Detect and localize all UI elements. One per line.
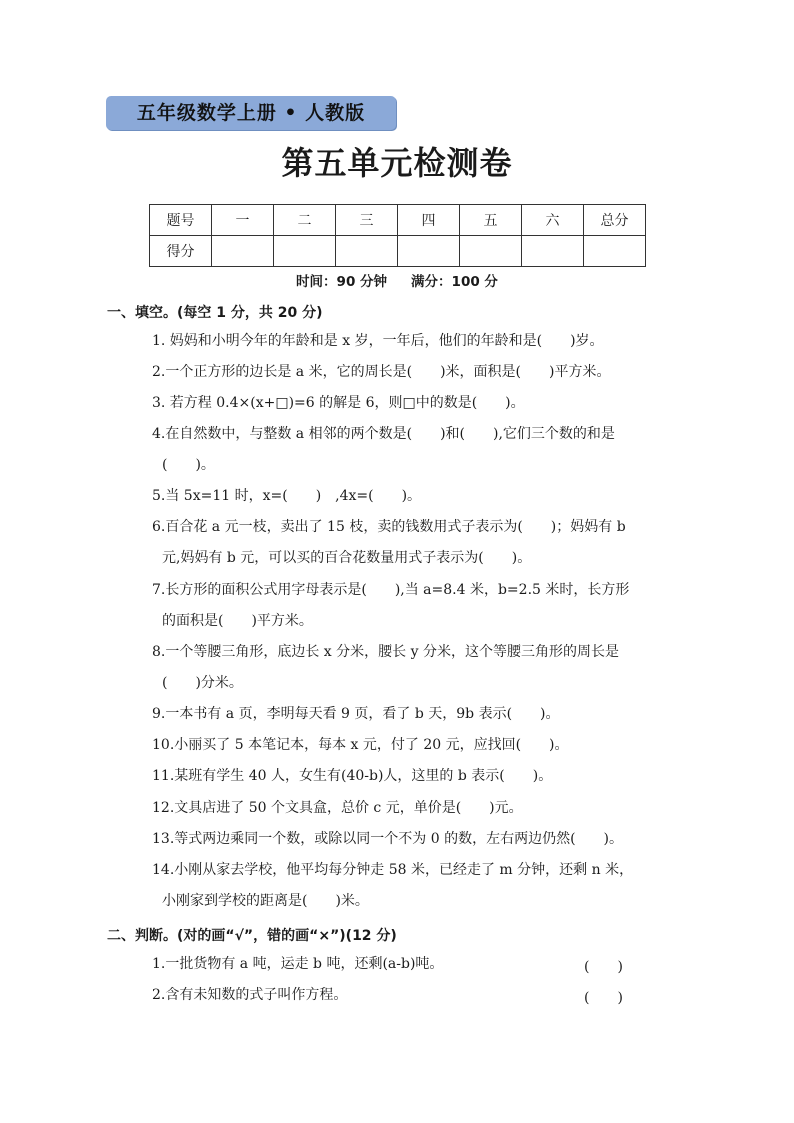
question-line: ( )。 (162, 457, 215, 473)
exam-info (0, 270, 794, 290)
score-input-cell[interactable] (584, 236, 646, 267)
answer-parentheses[interactable]: ( ) (584, 959, 623, 975)
question-line: 2.一个正方形的边长是 a 米，它的周长是( )米，面积是( )平方米。 (152, 364, 611, 380)
exam-full-marks: 满分：100 分 (411, 274, 498, 290)
answer-parentheses[interactable]: ( ) (584, 990, 623, 1006)
score-input-cell[interactable] (522, 236, 584, 267)
question-line: 10.小丽买了 5 本笔记本，每本 x 元，付了 20 元，应找回( )。 (152, 737, 569, 753)
question-line: 3. 若方程 0.4×(x+□)=6 的解是 6，则□中的数是( )。 (152, 395, 525, 411)
score-cell: 六 (522, 205, 584, 236)
score-cell: 三 (336, 205, 398, 236)
score-cell: 总分 (584, 205, 646, 236)
score-cell: 题号 (150, 205, 212, 236)
exam-time: 时间：90 分钟 (296, 274, 388, 290)
score-input-cell[interactable] (460, 236, 522, 267)
question-line: 13.等式两边乘同一个数，或除以同一个不为 0 的数，左右两边仍然( )。 (152, 831, 623, 847)
score-input-cell[interactable] (336, 236, 398, 267)
score-cell: 四 (398, 205, 460, 236)
score-cell: 二 (274, 205, 336, 236)
question-line: 11.某班有学生 40 人，女生有(40-b)人，这里的 b 表示( )。 (152, 768, 553, 784)
question-line: 7.长方形的面积公式用字母表示是( ),当 a=8.4 米，b=2.5 米时，长方形 (152, 582, 630, 598)
score-table-header-row (150, 205, 646, 236)
question-line: ( )分米。 (162, 675, 243, 691)
question-line: 元,妈妈有 b 元，可以买的百合花数量用式子表示为( )。 (162, 550, 532, 566)
question-line: 6.百合花 a 元一枝，卖出了 15 枝，卖的钱数用式子表示为( )；妈妈有 b (152, 519, 626, 535)
judgement-item: 2.含有未知数的式子叫作方程。 (152, 987, 348, 1003)
score-input-cell[interactable] (212, 236, 274, 267)
section1-heading: 一、填空。(每空 1 分，共 20 分) (107, 305, 323, 321)
question-line: 12.文具店进了 50 个文具盒，总价 c 元，单价是( )元。 (152, 800, 523, 816)
grade-edition-tag: 五年级数学上册 • 人教版 (106, 96, 396, 130)
score-table-score-row (150, 236, 646, 267)
question-line: 4.在自然数中，与整数 a 相邻的两个数是( )和( ),它们三个数的和是 (152, 426, 615, 442)
score-cell: 一 (212, 205, 274, 236)
question-line: 5.当 5x=11 时，x=( ) ,4x=( )。 (152, 488, 422, 504)
score-cell: 五 (460, 205, 522, 236)
question-line: 9.一本书有 a 页，李明每天看 9 页，看了 b 天，9b 表示( )。 (152, 706, 560, 722)
question-line: 小刚家到学校的距离是( )米。 (162, 893, 369, 909)
judgement-item: 1.一批货物有 a 吨，运走 b 吨，还剩(a-b)吨。 (152, 956, 444, 972)
question-line: 14.小刚从家去学校，他平均每分钟走 58 米，已经走了 m 分钟，还剩 n 米， (152, 862, 634, 878)
question-line: 8.一个等腰三角形，底边长 x 分米，腰长 y 分米，这个等腰三角形的周长是 (152, 644, 619, 660)
question-line: 1. 妈妈和小明今年的年龄和是 x 岁，一年后，他们的年龄和是( )岁。 (152, 333, 604, 349)
score-input-cell[interactable] (398, 236, 460, 267)
section2-heading: 二、判断。(对的画“√”，错的画“×”)(12 分) (107, 928, 397, 944)
question-line: 的面积是( )平方米。 (162, 613, 313, 629)
score-table (149, 204, 646, 267)
page-title: 第五单元检测卷 (281, 144, 513, 182)
score-cell: 得分 (150, 236, 212, 267)
score-input-cell[interactable] (274, 236, 336, 267)
